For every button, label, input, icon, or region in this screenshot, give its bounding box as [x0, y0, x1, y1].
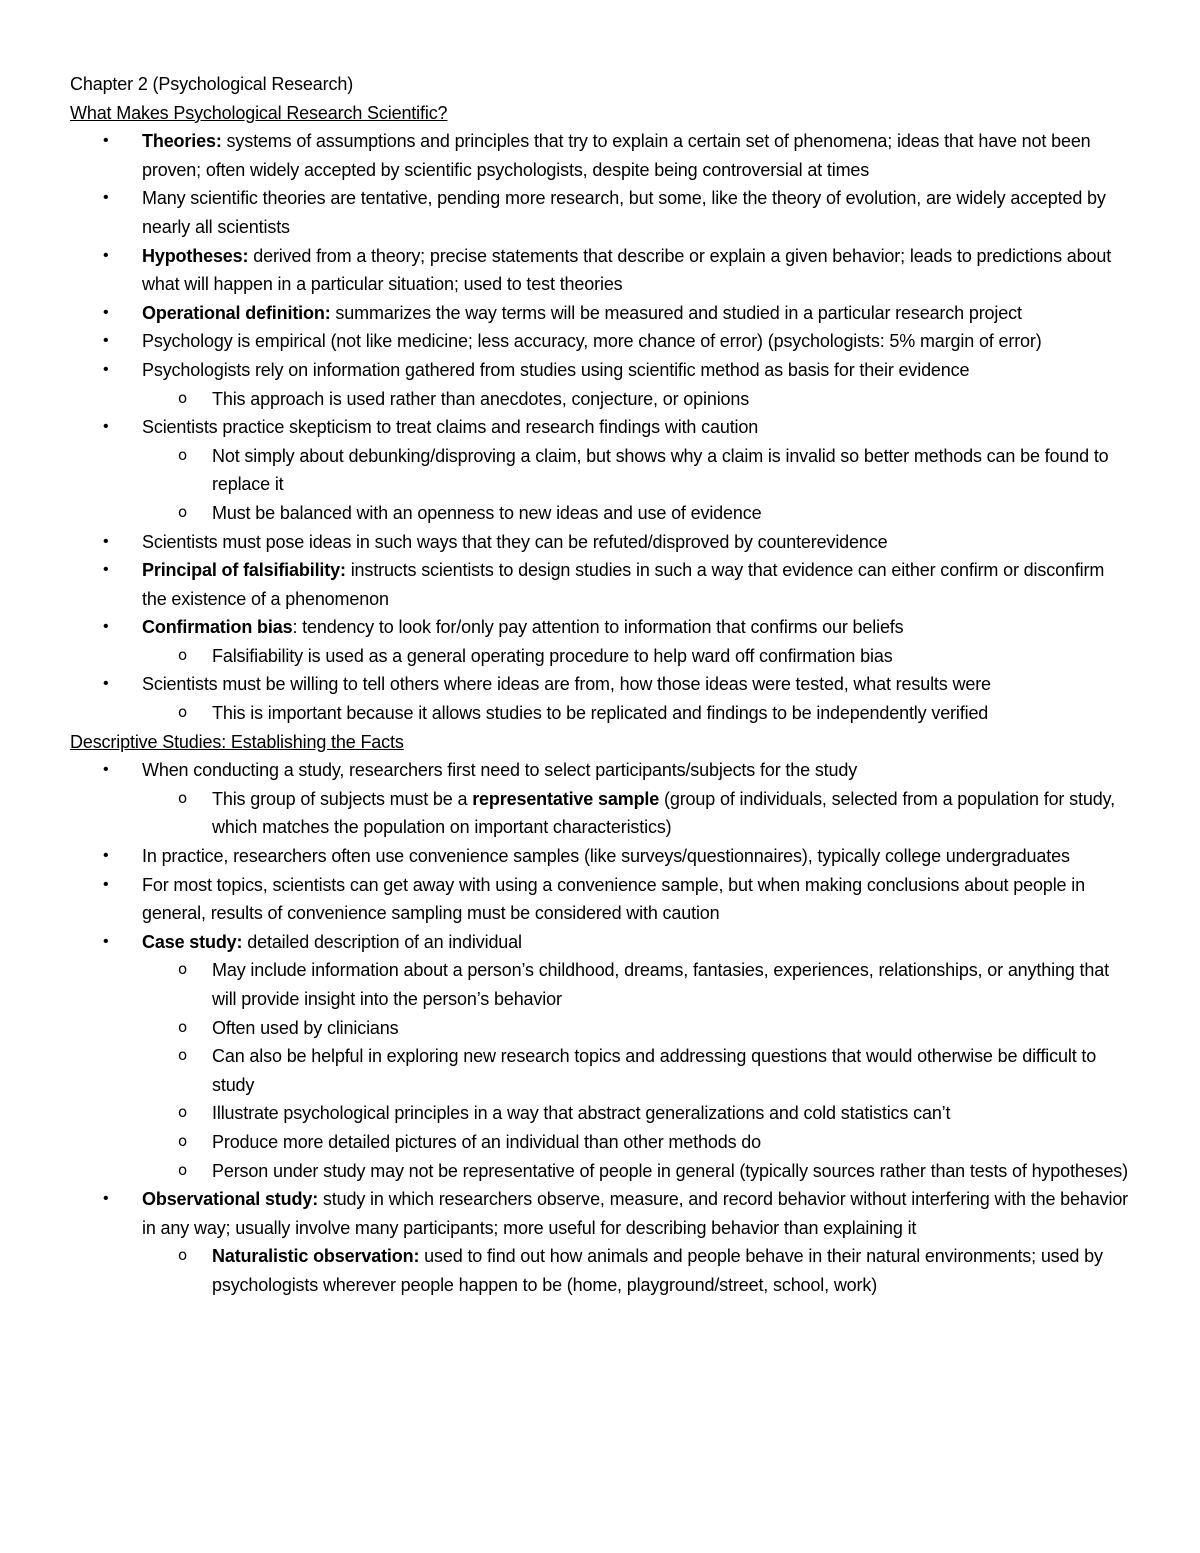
item-text: Scientists must be willing to tell others where ideas are from, how those ideas were tested, what results were [142, 674, 991, 695]
list-item [70, 670, 1130, 699]
circle-bullet-icon: o [178, 960, 188, 979]
sub-list-item [70, 785, 1130, 842]
list-item [70, 871, 1130, 928]
item-text: derived from a theory; precise statements that describe or explain a given behavior; leads to predictions about what will happen in a particular situation; used to test theories [142, 245, 1112, 295]
bullet-icon: • [103, 875, 109, 893]
item-text: Psychologists rely on information gathered from studies using scientific method as basis for their evidence [142, 359, 970, 380]
list-item [70, 928, 1130, 957]
item-text: study in which researchers observe, measure, and record behavior without interfering with the behavior in any way; usually involve many participants; more useful for describing behavior than explaining it [142, 1189, 1129, 1238]
bullet-icon: • [103, 561, 109, 579]
bullet-icon: • [103, 332, 109, 350]
circle-bullet-icon: o [178, 1017, 188, 1036]
document-title: Chapter 2 (Psychological Research) [70, 74, 354, 94]
item-text: (group of individuals, selected from a population for study, which matches the population on important characteristics) [212, 788, 1115, 838]
item-text: This is important because it allows studies to be replicated and findings to be independently verified [212, 703, 989, 724]
list-item [70, 127, 1130, 184]
bullet-icon: • [103, 618, 109, 636]
item-text: used to find out how animals and people behave in their natural environments; used by psychologists wherever people happen to be (home, playground/street, school, work) [212, 1246, 1103, 1295]
item-text: instructs scientists to design studies in such a way that evidence can either confirm or disconfirm the existence of a phenomenon [142, 560, 1105, 609]
item-text: When conducting a study, researchers first need to select participants/subjects for the study [142, 760, 858, 781]
bullet-icon: • [103, 847, 109, 865]
item-text: Scientists practice skepticism to treat claims and research findings with caution [142, 417, 759, 438]
bullet-icon: • [103, 132, 109, 150]
bullet-icon: • [103, 303, 109, 321]
item-text: This approach is used rather than anecdotes, conjecture, or opinions [212, 388, 750, 409]
list-item [70, 299, 1130, 328]
list-item [70, 842, 1130, 871]
list-item [70, 413, 1130, 442]
item-text: Many scientific theories are tentative, pending more research, but some, like the theory of evolution, are widely accepted by nearly all scientists [142, 188, 1106, 237]
bullet-icon: • [103, 189, 109, 207]
list-item [70, 242, 1130, 299]
list-item [70, 556, 1130, 613]
item-text: Psychology is empirical (not like medicine; less accuracy, more chance of error) (psychologists: 5% margin of error) [142, 331, 1042, 352]
circle-bullet-icon: o [178, 1046, 188, 1065]
sub-list-item [70, 1099, 1130, 1128]
item-text: Often used by clinicians [212, 1017, 399, 1038]
item-text: Produce more detailed pictures of an individual than other methods do [212, 1131, 761, 1152]
circle-bullet-icon: o [178, 1103, 188, 1122]
item-text: Must be balanced with an openness to new ideas and use of evidence [212, 502, 762, 523]
section-list-scientific [70, 127, 1130, 727]
bullet-icon: • [103, 761, 109, 779]
section-list-descriptive [70, 756, 1130, 1299]
term-label: Theories: [142, 131, 222, 152]
item-text: : tendency to look for/only pay attention to information that confirms our beliefs [292, 617, 904, 638]
bullet-icon: • [103, 532, 109, 550]
list-item [70, 528, 1130, 557]
bullet-icon: • [103, 932, 109, 950]
bullet-icon: • [103, 675, 109, 693]
list-item [70, 1185, 1130, 1242]
circle-bullet-icon: o [178, 502, 188, 521]
circle-bullet-icon: o [178, 788, 188, 807]
sub-list-item [70, 1014, 1130, 1043]
circle-bullet-icon: o [178, 388, 188, 407]
term-label: representative sample [472, 788, 660, 809]
term-label: Naturalistic observation: [212, 1246, 420, 1267]
item-text: Person under study may not be representative of people in general (typically sources rather than tests of hypotheses) [212, 1160, 1128, 1181]
sub-list-item [70, 499, 1130, 528]
list-item [70, 613, 1130, 642]
circle-bullet-icon: o [178, 445, 188, 464]
sub-list-item [70, 1242, 1130, 1299]
circle-bullet-icon: o [178, 703, 188, 722]
sub-list-item [70, 1128, 1130, 1157]
list-item [70, 327, 1130, 356]
term-label: Confirmation bias [142, 617, 293, 638]
item-text: Can also be helpful in exploring new research topics and addressing questions that would otherwise be difficult to study [212, 1046, 1097, 1095]
term-label: Operational definition: [142, 302, 331, 323]
item-text: summarizes the way terms will be measured and studied in a particular research project [330, 302, 1022, 323]
item-text-pre: This group of subjects must be a [212, 788, 473, 809]
item-text: Not simply about debunking/disproving a claim, but shows why a claim is invalid so better methods can be found to replace it [212, 445, 1109, 495]
list-item [70, 184, 1130, 241]
item-text: Scientists must pose ideas in such ways that they can be refuted/disproved by counterevidence [142, 531, 888, 552]
circle-bullet-icon: o [178, 1131, 188, 1150]
list-item [70, 756, 1130, 785]
section-heading-scientific: What Makes Psychological Research Scientific? [70, 102, 448, 123]
bullet-icon: • [103, 360, 109, 378]
circle-bullet-icon: o [178, 645, 188, 664]
sub-list-item [70, 699, 1130, 728]
item-text: Falsifiability is used as a general operating procedure to help ward off confirmation bias [212, 645, 893, 666]
bullet-icon: • [103, 418, 109, 436]
list-item [70, 356, 1130, 385]
circle-bullet-icon: o [178, 1160, 188, 1179]
item-text: detailed description of an individual [242, 931, 522, 952]
item-text: For most topics, scientists can get away with using a convenience sample, but when making conclusions about people in general, results of convenience sampling must be considered with caution [142, 874, 1085, 924]
item-text: Illustrate psychological principles in a way that abstract generalizations and cold statistics can’t [212, 1103, 951, 1124]
bullet-icon: • [103, 1190, 109, 1208]
term-label: Case study: [142, 931, 243, 952]
sub-list-item [70, 1042, 1130, 1099]
sub-list-item [70, 956, 1130, 1013]
term-label: Principal of falsifiability: [142, 560, 346, 581]
item-text: May include information about a person’s childhood, dreams, fantasies, experiences, relationships, or anything that will provide insight into the person’s behavior [212, 960, 1109, 1009]
sub-list-item [70, 385, 1130, 414]
section-heading-descriptive: Descriptive Studies: Establishing the Facts [70, 731, 404, 752]
circle-bullet-icon: o [178, 1246, 188, 1265]
sub-list-item [70, 642, 1130, 671]
item-text: In practice, researchers often use convenience samples (like surveys/questionnaires), typically college undergraduates [142, 846, 1070, 867]
document-page [70, 70, 1130, 1300]
sub-list-item [70, 442, 1130, 499]
item-text: systems of assumptions and principles that try to explain a certain set of phenomena; ideas that have not been proven; often widely accepted by scientific psychologists, despite being controversial at times [142, 131, 1091, 180]
sub-list-item [70, 1157, 1130, 1186]
term-label: Hypotheses: [142, 245, 249, 266]
term-label: Observational study: [142, 1189, 319, 1210]
bullet-icon: • [103, 246, 109, 264]
